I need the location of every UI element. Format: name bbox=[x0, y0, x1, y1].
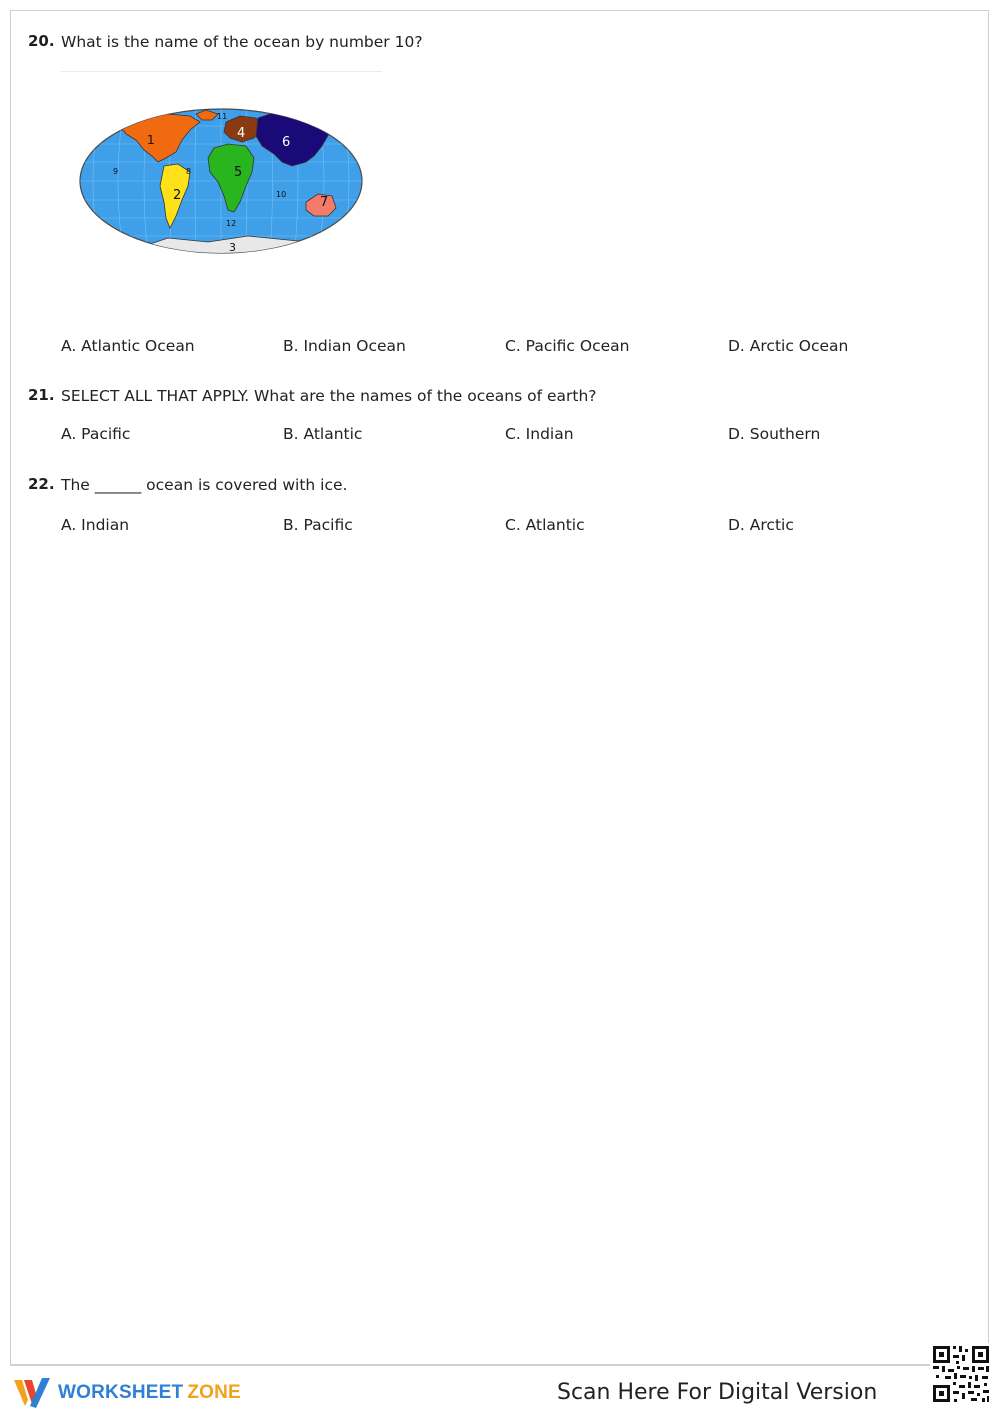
world-map-image bbox=[78, 106, 366, 258]
map-label-11: 11 bbox=[217, 112, 228, 121]
question-22 bbox=[28, 475, 968, 535]
option-c[interactable]: C. Indian bbox=[505, 425, 574, 443]
map-label-7: 7 bbox=[320, 195, 329, 210]
option-b[interactable]: B. Indian Ocean bbox=[283, 337, 406, 355]
map-label-6: 6 bbox=[282, 135, 291, 150]
option-a[interactable]: A. Atlantic Ocean bbox=[61, 337, 195, 355]
map-label-3: 3 bbox=[229, 241, 236, 254]
question-21 bbox=[28, 386, 968, 446]
option-c[interactable]: C. Atlantic bbox=[505, 516, 585, 534]
map-label-1: 1 bbox=[147, 133, 155, 147]
option-d[interactable]: D. Arctic Ocean bbox=[728, 337, 849, 355]
logo-word-zone: ZONE bbox=[187, 1382, 241, 1403]
scan-caption: Scan Here For Digital Version bbox=[557, 1380, 878, 1405]
answer-options bbox=[61, 425, 961, 447]
option-b[interactable]: B. Pacific bbox=[283, 516, 353, 534]
logo-text bbox=[58, 1382, 241, 1404]
answer-options bbox=[61, 337, 961, 359]
option-b[interactable]: B. Atlantic bbox=[283, 425, 363, 443]
map-label-10: 10 bbox=[276, 190, 287, 199]
option-a[interactable]: A. Pacific bbox=[61, 425, 131, 443]
map-label-12: 12 bbox=[226, 219, 237, 228]
question-number: 22. bbox=[28, 475, 55, 493]
worksheet-zone-logo bbox=[12, 1376, 241, 1410]
option-d[interactable]: D. Arctic bbox=[728, 516, 794, 534]
question-number: 21. bbox=[28, 386, 55, 404]
map-label-5: 5 bbox=[234, 165, 243, 180]
option-a[interactable]: A. Indian bbox=[61, 516, 130, 534]
logo-mark-icon bbox=[12, 1376, 52, 1410]
logo-word-worksheet: WORKSHEET bbox=[58, 1382, 184, 1403]
question-number: 20. bbox=[28, 32, 55, 50]
question-text: SELECT ALL THAT APPLY. What are the names of the oceans of earth? bbox=[61, 387, 597, 405]
option-c[interactable]: C. Pacific Ocean bbox=[505, 337, 630, 355]
map-label-4: 4 bbox=[237, 126, 246, 141]
question-text: The ______ ocean is covered with ice. bbox=[61, 476, 348, 494]
footer-divider bbox=[10, 1365, 989, 1366]
map-label-9: 9 bbox=[113, 167, 119, 176]
map-label-2: 2 bbox=[173, 188, 182, 203]
map-label-8: 8 bbox=[186, 167, 192, 176]
answer-options bbox=[61, 516, 961, 538]
question-text: What is the name of the ocean by number 10? bbox=[61, 33, 423, 51]
option-d[interactable]: D. Southern bbox=[728, 425, 821, 443]
qr-code-icon[interactable] bbox=[930, 1343, 992, 1405]
divider bbox=[60, 71, 382, 72]
